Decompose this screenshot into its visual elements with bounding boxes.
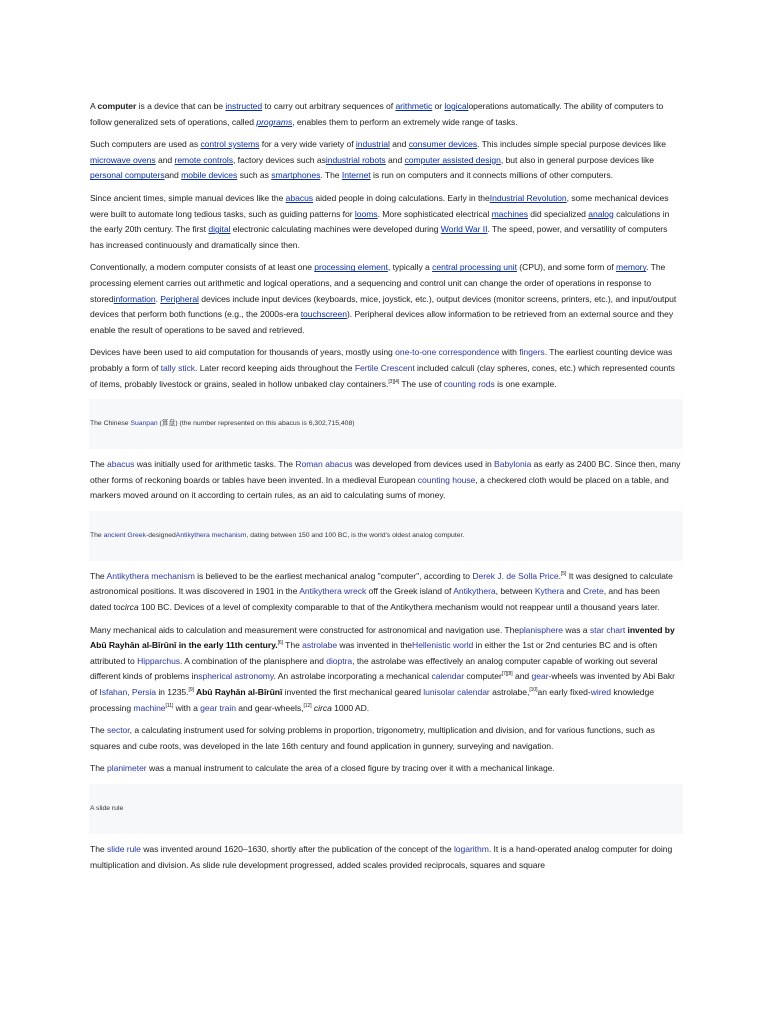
text: , a calculating instrument used for solving problems in proportion, trigonometry, multiplication and division, and for various functions, such as squares and cube roots, was developed in the late 16th century and found application in gunnery, surveying and navigation.: [90, 725, 655, 751]
text: The: [90, 844, 107, 854]
text: . Later record keeping aids throughout the: [195, 362, 355, 373]
citation[interactable]: [10]: [529, 687, 538, 694]
text: , and has been dated to: [90, 586, 660, 613]
text: , but also in general purpose devices like: [500, 154, 654, 165]
text: included calculi (clay spheres, cones, etc.) which represented counts of items, probably livestock or grains, sealed in hollow unbaked clay containers.: [90, 362, 675, 389]
text: was initially used for arithmetic tasks. The: [134, 459, 296, 470]
text: in 1235.: [155, 687, 189, 698]
text: The: [90, 459, 107, 470]
link-smartphones[interactable]: smartphones: [271, 170, 321, 181]
link-calendar[interactable]: calendar: [431, 671, 465, 682]
link-digital[interactable]: digital: [208, 224, 231, 235]
text: .: [558, 570, 561, 581]
text: The: [90, 531, 104, 539]
term-computer: computer: [97, 101, 137, 111]
link-antikythera-mechanism[interactable]: Antikythera mechanism: [175, 531, 247, 539]
text: -wheels was invented by Abi Bakr of: [90, 671, 675, 698]
text: is run on computers and it connects millions of other computers.: [370, 170, 613, 181]
caption-slide-rule: [89, 784, 683, 834]
text: was invented in the: [337, 640, 413, 651]
text: computer: [464, 671, 502, 682]
text: devices include input devices (keyboards, mice, joystick, etc.), output devices (monitor screens, printers, etc.), and input/output devices that perform both functions (e.g., the 2000s-era: [90, 293, 677, 320]
link-abacus[interactable]: abacus: [285, 192, 314, 203]
link-fingers[interactable]: fingers: [519, 347, 545, 358]
text: off the Greek island of: [366, 586, 454, 597]
text: , dating between 150 and 100 BC, is the world's oldest analog computer.: [246, 531, 465, 539]
text: with: [499, 347, 520, 358]
link-consumer-devices[interactable]: consumer devices: [408, 139, 478, 150]
paragraph-early-devices: [90, 345, 682, 392]
link-information[interactable]: information: [113, 293, 156, 304]
paragraph-abacus: [90, 457, 682, 504]
text: The: [282, 640, 303, 651]
paragraph-planimeter: [90, 761, 682, 777]
text: in either the 1st or 2nd centuries BC and is often attributed to: [90, 640, 658, 666]
text: and: [512, 671, 532, 682]
text: , some mechanical devices were built to automate long tedious tasks, such as guiding patterns for: [90, 192, 669, 219]
text: , factory devices such as: [233, 154, 326, 165]
link-computer-assisted-design[interactable]: computer assisted design: [404, 154, 501, 165]
link-planisphere[interactable]: planisphere: [519, 624, 563, 635]
text: and: [564, 586, 583, 597]
link-cpu[interactable]: central processing unit: [432, 262, 517, 273]
link-hellenistic-world[interactable]: Hellenistic world: [412, 640, 474, 651]
link-industrial[interactable]: industrial: [355, 139, 390, 150]
text: and: [389, 139, 409, 150]
text: .: [155, 293, 161, 304]
link-kythera[interactable]: Kythera: [534, 586, 565, 597]
text: -designed: [145, 531, 176, 539]
citation[interactable]: [7][8]: [501, 671, 513, 678]
link-astrolabe[interactable]: astrolabe: [302, 640, 338, 651]
text: and: [155, 154, 175, 165]
link-spherical-astronomy[interactable]: spherical astronomy: [198, 671, 274, 682]
paragraph-slide-rule: [90, 842, 682, 873]
text: calculations in the early 20th century. The first: [90, 208, 670, 235]
text: was invented around 1620–1630, shortly after the publication of the concept of the: [140, 844, 454, 854]
text: The: [90, 763, 107, 774]
text: is one example.: [494, 378, 557, 389]
paragraph-intro: [90, 99, 682, 130]
citation[interactable]: [5]: [560, 571, 567, 578]
link-suanpan[interactable]: Suanpan: [130, 420, 158, 428]
text: ). Peripheral devices allow information to be retrieved from an external source and they enable the result of operations to be saved and retrieved.: [90, 309, 674, 335]
term-circa: circa: [120, 602, 139, 613]
article-body: [90, 99, 682, 880]
paragraph-uses: [90, 137, 682, 184]
link-antikythera-wreck[interactable]: Antikythera wreck: [299, 586, 367, 597]
link-machine[interactable]: machine: [133, 702, 166, 713]
text: 100 BC. Devices of a level of complexity comparable to that of the Antikythera mechanism would not reappear until a thousand years later.: [138, 602, 660, 613]
text: such as: [237, 170, 272, 181]
text: . The earliest counting device was probably a form of: [90, 347, 673, 373]
text: It was designed to calculate astronomical positions. It was discovered in 1901 in the: [90, 570, 673, 597]
paragraph-components: [90, 260, 682, 338]
link-analog[interactable]: analog: [588, 208, 614, 219]
text: to carry out arbitrary sequences of: [262, 101, 396, 111]
citation[interactable]: [6]: [277, 640, 283, 647]
text: . A combination of the planisphere and: [180, 655, 327, 666]
link-internet[interactable]: Internet: [341, 170, 371, 181]
link-derek-price[interactable]: Derek J. de Solla Price: [472, 570, 559, 581]
text: The: [90, 570, 107, 581]
link-dioptra[interactable]: dioptra: [326, 655, 353, 666]
text: with a: [173, 702, 201, 713]
link-fertile-crescent[interactable]: Fertile Crescent: [354, 362, 415, 373]
text: . The speed, power, and versatility of computers has increased continuously and dramatically since then.: [90, 224, 668, 250]
text: is a device that can be: [136, 101, 226, 111]
caption-suanpan: [89, 399, 683, 449]
text: and: [164, 170, 182, 181]
text: Such computers are used as: [90, 139, 201, 150]
link-microwave-ovens[interactable]: microwave ovens: [90, 154, 156, 165]
link-processing-element[interactable]: processing element: [314, 262, 388, 273]
text: an early fixed-: [537, 687, 591, 698]
link-isfahan-persia[interactable]: Isfahan, Persia: [99, 687, 156, 698]
paragraph-sector: [90, 723, 682, 754]
text: invented by Abū Rayhān al-Bīrūnī in the early 11th century.: [90, 624, 675, 651]
link-antikythera-mechanism-2[interactable]: Antikythera mechanism: [106, 570, 195, 581]
text: . The: [320, 170, 342, 181]
link-babylonia[interactable]: Babylonia: [494, 459, 532, 470]
text: The: [90, 725, 107, 736]
text: aided people in doing calculations. Early in the: [313, 192, 490, 203]
link-memory[interactable]: memory: [616, 262, 647, 273]
link-gear-train[interactable]: gear train: [200, 702, 236, 713]
link-slide-rule[interactable]: slide rule: [107, 844, 141, 854]
text: and gear-wheels,: [235, 702, 304, 713]
text: knowledge processing: [90, 687, 654, 713]
text: , the astrolabe was effectively an analog computer capable of working out several different kinds of problems in: [90, 655, 658, 682]
caption-antikythera: [89, 511, 683, 561]
link-control-systems[interactable]: control systems: [200, 139, 260, 150]
link-logical[interactable]: logical: [444, 101, 469, 111]
text: . An astrolabe incorporating a mechanical: [273, 671, 432, 682]
text: . The processing element carries out arithmetic and logical operations, and a sequencing and control unit can change the order of operations in response to stored: [90, 262, 666, 304]
text: did specialized: [527, 208, 589, 219]
link-abacus-2[interactable]: abacus: [107, 459, 135, 470]
text: 1000 AD.: [331, 702, 370, 713]
link-touchscreen[interactable]: touchscreen: [300, 309, 347, 320]
paragraph-astronomy: [90, 623, 682, 717]
citation[interactable]: [9]: [188, 687, 194, 694]
text: as early as 2400 BC. Since then, many other forms of reckoning boards or tables have been invented. In a medieval European: [90, 459, 681, 485]
text: . More sophisticated electrical: [377, 208, 492, 219]
link-industrial-revolution[interactable]: Industrial Revolution: [489, 192, 567, 203]
citation[interactable]: [3][4]: [388, 378, 400, 385]
text: and: [385, 154, 405, 165]
link-counting-rods[interactable]: counting rods: [443, 378, 495, 389]
text: A: [90, 101, 98, 111]
text: The Chinese: [90, 420, 131, 428]
link-looms[interactable]: looms: [354, 208, 378, 219]
text: , enables them to perform an extremely wide range of tasks.: [292, 116, 518, 127]
link-machines[interactable]: machines: [491, 208, 528, 219]
link-personal-computers[interactable]: personal computers: [90, 170, 165, 181]
text: A slide rule: [90, 805, 124, 812]
text: operations automatically. The ability of computers to follow generalized sets of operations, called: [90, 101, 664, 127]
text: . It is a hand-operated analog computer for doing multiplication and division. As slide rule development progressed, added scales provided reciprocals, squares and square: [90, 844, 673, 870]
link-counting-house[interactable]: counting house: [417, 474, 476, 485]
text: electronic calculating machines were developed during: [230, 224, 441, 235]
text: Since ancient times, simple manual devices like the: [90, 192, 286, 203]
link-one-to-one-correspondence[interactable]: one-to-one correspondence: [395, 347, 500, 358]
paragraph-history: [90, 191, 682, 253]
link-arithmetic[interactable]: arithmetic: [395, 101, 433, 111]
link-hipparchus[interactable]: Hipparchus: [137, 655, 181, 666]
link-instructed[interactable]: instructed: [225, 101, 263, 111]
text: was a: [562, 624, 590, 635]
link-mobile-devices[interactable]: mobile devices: [181, 170, 238, 181]
link-logarithm[interactable]: logarithm: [453, 844, 489, 854]
text: (算盘) (the number represented on this abacus is 6,302,715,408): [157, 420, 355, 428]
text: , a checkered cloth would be placed on a table, and markers moved around on it according to certain rules, as an aid to calculating sums of money.: [90, 474, 669, 501]
text: Devices have been used to aid computation for thousands of years, mostly using: [90, 347, 396, 358]
link-ancient-greek[interactable]: ancient Greek: [103, 531, 146, 539]
text: . This includes simple special purpose devices like: [477, 139, 666, 150]
link-industrial-robots[interactable]: industrial robots: [325, 154, 386, 165]
link-star-chart[interactable]: star chart: [589, 624, 626, 635]
text: Abū Rayhān al-Bīrūnī: [193, 687, 283, 698]
link-world-war-ii[interactable]: World War II: [440, 224, 488, 235]
text: Conventionally, a modern computer consists of at least one: [90, 262, 315, 273]
link-sector[interactable]: sector: [107, 725, 130, 736]
citation[interactable]: [11]: [165, 702, 174, 709]
text: Many mechanical aids to calculation and measurement were constructed for astronomical and navigation use. The: [90, 624, 520, 635]
text: , typically a: [387, 262, 433, 273]
text: is believed to be the earliest mechanical analog "computer", according to: [194, 570, 473, 581]
link-wired[interactable]: wired: [590, 687, 611, 698]
text: , between: [495, 586, 535, 597]
text: (CPU), and some form of: [516, 262, 616, 273]
link-peripheral[interactable]: Peripheral: [160, 293, 199, 304]
link-remote-controls[interactable]: remote controls: [174, 154, 233, 165]
text: or: [432, 101, 445, 111]
link-gear[interactable]: gear: [531, 671, 549, 682]
link-programs[interactable]: programs: [256, 116, 293, 127]
text: was developed from devices used in: [352, 459, 495, 470]
text: invented the first mechanical geared: [282, 687, 424, 698]
term-circa: circa: [311, 702, 332, 713]
link-antikythera[interactable]: Antikythera: [453, 586, 496, 597]
text: for a very wide variety of: [259, 139, 356, 150]
paragraph-antikythera: [90, 569, 682, 616]
text: The use of: [399, 378, 444, 389]
link-crete[interactable]: Crete: [582, 586, 604, 597]
citation[interactable]: [12]: [303, 702, 312, 709]
link-tally-stick[interactable]: tally stick: [160, 362, 196, 373]
link-lunisolar-calendar[interactable]: lunisolar calendar: [423, 687, 490, 698]
link-planimeter[interactable]: planimeter: [107, 763, 147, 774]
text: astrolabe,: [489, 687, 530, 698]
link-roman-abacus[interactable]: Roman abacus: [295, 459, 353, 470]
text: was a manual instrument to calculate the area of a closed figure by tracing over it with a mechanical linkage.: [146, 763, 555, 774]
